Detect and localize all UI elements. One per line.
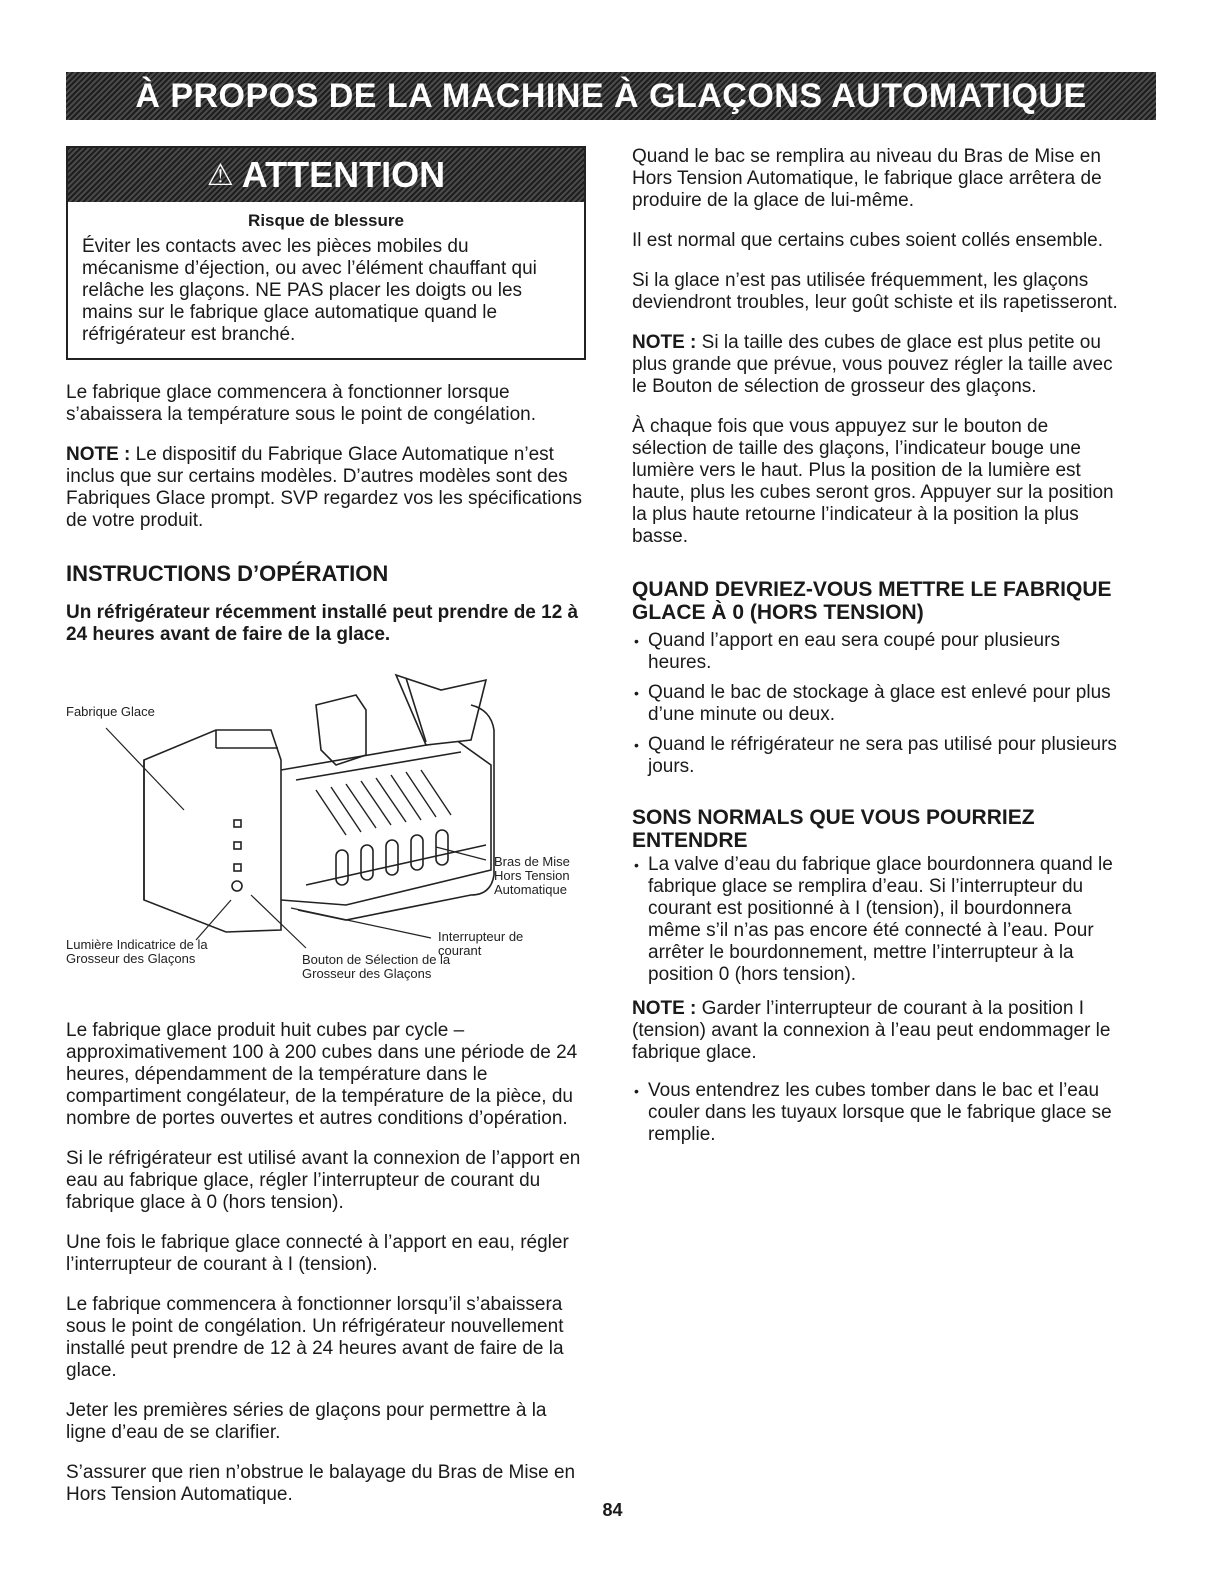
paragraph: Si la glace n’est pas utilisée fréquemment, les glaçons deviendront troubles, leur goût schiste et ils rapetisseront. (632, 270, 1118, 313)
paragraph: Si le réfrigérateur est utilisé avant la connexion de l’apport en eau au fabrique glace, régler l’interrupteur de courant du fabrique glace à 0 (hors tension). (66, 1148, 581, 1213)
note-paragraph (66, 444, 586, 532)
warning-title: ATTENTION (241, 154, 446, 195)
paragraph: Le fabrique glace produit huit cubes par cycle – approximativement 100 à 200 cubes dans une période de 24 heures, dépendamment de la température dans le compartiment congélateur, de la température de la pièce, du nombre de portes ouvertes et autres conditions d’opération. (66, 1020, 578, 1129)
list-item: • La valve d’eau du fabrique glace bourdonnera quand le fabrique glace se remplira d’eau. Si l’interrupteur du courant est positionné à I (tension), il bourdonnera même s’il n’as pas encore été connecté à l’eau. Pour arrêter le bourdonnement, mettre l’interrupteur à la position 0 (hors tension). (632, 854, 1122, 986)
note-paragraph (632, 332, 1122, 398)
label-bras: Bras de Mise Hors Tension Automatique (494, 854, 570, 897)
warning-header (68, 148, 584, 202)
warning-box (66, 146, 586, 360)
right-column (632, 146, 1122, 1154)
section-heading: QUAND DEVRIEZ-VOUS METTRE LE FABRIQUE GLACE À 0 (HORS TENSION) (632, 578, 1112, 624)
left-column (66, 146, 586, 1506)
section-heading: SONS NORMALS QUE VOUS POURRIEZ ENTENDRE (632, 806, 1035, 852)
list-item: • Quand le bac de stockage à glace est enlevé pour plus d’une minute ou deux. (632, 682, 1122, 726)
paragraph: S’assurer que rien n’obstrue le balayage du Bras de Mise en Hors Tension Automatique. (66, 1462, 576, 1505)
bullet-list (632, 630, 1122, 778)
paragraph: Le fabrique commencera à fonctionner lorsqu’il s’abaissera sous le point de congélation. Un réfrigérateur nouvellement installé peut prendre de 12 à 24 heures avant de faire de la glace. (66, 1294, 564, 1381)
paragraph: Une fois le fabrique glace connecté à l’apport en eau, régler l’interrupteur de courant à I (tension). (66, 1232, 569, 1275)
bold-intro: Un réfrigérateur récemment installé peut prendre de 12 à 24 heures avant de faire de la glace. (66, 602, 579, 645)
label-bouton: Bouton de Sélection de la Grosseur des Glaçons (302, 952, 451, 981)
paragraph: Jeter les premières séries de glaçons pour permettre à la ligne d’eau de se clarifier. (66, 1400, 547, 1443)
note-paragraph (632, 998, 1122, 1064)
label-lumiere: Lumière Indicatrice de la Grosseur des Glaçons (66, 937, 208, 966)
list-item: • Vous entendrez les cubes tomber dans le bac et l’eau couler dans les tuyaux lorsque que le fabrique glace se remplie. (632, 1080, 1122, 1146)
warning-body (68, 202, 584, 358)
paragraph: À chaque fois que vous appuyez sur le bouton de sélection de taille des glaçons, l’indicateur bouge une lumière vers le haut. Plus la position de la lumière est haute, plus les cubes seront gros. Appuyer sur la position la plus haute retourne l’indicateur à la position la plus basse. (632, 416, 1114, 547)
warning-subtitle: Risque de blessure (248, 211, 404, 230)
paragraph: Le fabrique glace commencera à fonctionner lorsque s’abaissera la température sous le point de congélation. (66, 382, 537, 425)
page-number: 84 (602, 1500, 623, 1520)
label-fabrique-glace: Fabrique Glace (66, 704, 155, 719)
warning-triangle-icon: ⚠ (206, 158, 234, 192)
note-label: NOTE : (632, 998, 697, 1019)
paragraph: Quand le bac se remplira au niveau du Bras de Mise en Hors Tension Automatique, le fabrique glace arrêtera de produire de la glace de lui-même. (632, 146, 1102, 211)
bullet-list (632, 854, 1122, 986)
bullet-list (632, 1080, 1122, 1146)
banner-title: À PROPOS DE LA MACHINE À GLAÇONS AUTOMATIQUE (135, 76, 1087, 115)
section-heading: INSTRUCTIONS D’OPÉRATION (66, 561, 389, 586)
label-interrupteur: Interrupteur de courant (438, 929, 524, 958)
ice-maker-diagram (66, 670, 586, 1010)
list-item: • Quand l’apport en eau sera coupé pour plusieurs heures. (632, 630, 1122, 674)
section-banner (66, 72, 1156, 120)
note-text: Garder l’interrupteur de courant à la position I (tension) avant la connexion à l’eau peut endommager le fabrique glace. (632, 998, 1111, 1063)
note-text: Le dispositif du Fabrique Glace Automatique n’est inclus que sur certains modèles. D’autres modèles sont des Fabriques Glace prompt. SVP regardez vos les spécifications de votre produit. (66, 444, 583, 531)
note-text: Si la taille des cubes de glace est plus petite ou plus grande que prévue, vous pouvez régler la taille avec le Bouton de sélection de grosseur des glaçons. (632, 332, 1113, 397)
note-label: NOTE : (632, 332, 697, 353)
warning-text: Éviter les contacts avec les pièces mobiles du mécanisme d’éjection, ou avec l’élément chauffant qui relâche les glaçons. NE PAS placer les doigts ou les mains sur le fabrique glace automatique quand le réfrigérateur est branché. (82, 236, 537, 345)
paragraph: Il est normal que certains cubes soient collés ensemble. (632, 230, 1104, 251)
list-item: • Quand le réfrigérateur ne sera pas utilisé pour plusieurs jours. (632, 734, 1122, 778)
note-label: NOTE : (66, 444, 131, 465)
